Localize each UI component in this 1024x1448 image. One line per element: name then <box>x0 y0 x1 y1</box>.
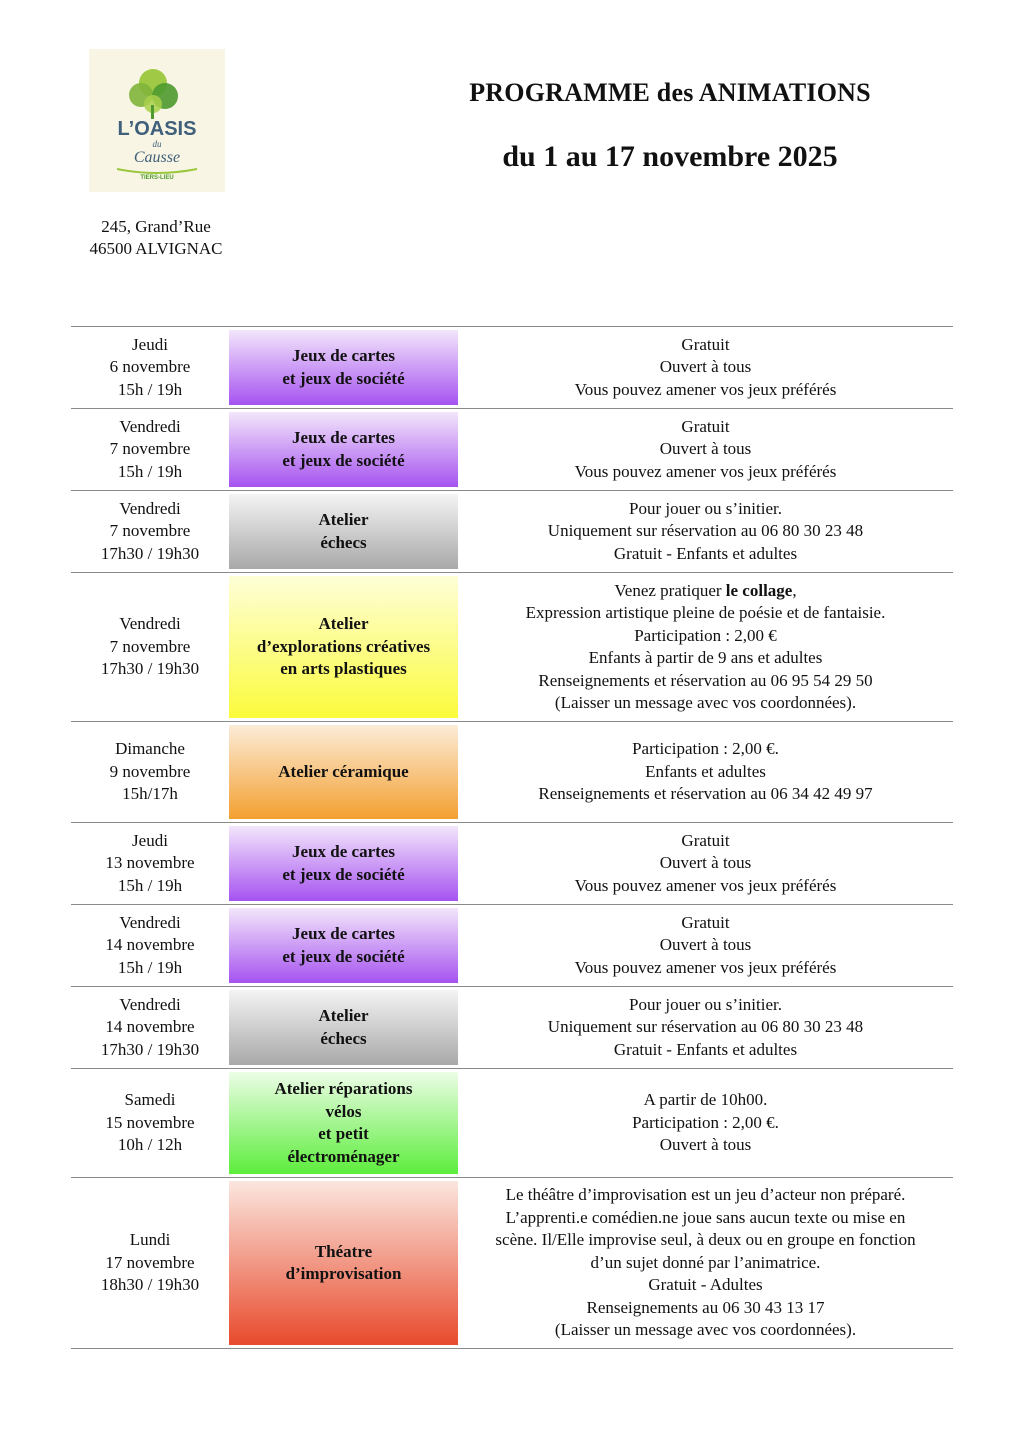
event-activity-line: Atelier <box>318 1006 369 1025</box>
event-date-line: Lundi <box>129 1230 171 1250</box>
event-info-line: Participation : 2,00 €. <box>632 1112 779 1132</box>
event-activity <box>229 576 458 718</box>
event-info <box>458 987 953 1068</box>
event-date-line: 14 novembre <box>105 935 195 955</box>
event-info-line: scène. Il/Elle improvise seul, à deux ou en groupe en fonction <box>495 1230 916 1250</box>
event-date-line: Jeudi <box>132 830 168 850</box>
event-date-line: 18h30 / 19h30 <box>100 1275 200 1295</box>
event-activity <box>229 725 458 819</box>
event-date-line: 15h / 19h <box>117 379 183 399</box>
event-info-line: Enfants et adultes <box>645 761 766 781</box>
schedule-row <box>71 905 953 987</box>
event-info-line: L’apprenti.e comédien.ne joue sans aucun texte ou mise en <box>505 1207 906 1227</box>
event-activity-line: Atelier <box>318 614 369 634</box>
event-date-line: 17h30 / 19h30 <box>100 543 200 563</box>
event-info <box>458 1178 953 1348</box>
event-info-line: Vous pouvez amener vos jeux préférés <box>574 379 837 399</box>
event-date-line: 9 novembre <box>109 761 191 781</box>
schedule-row <box>71 1069 953 1178</box>
event-date-line: 15h / 19h <box>117 461 183 481</box>
event-info-line: Le théâtre d’improvisation est un jeu d’acteur non préparé. <box>505 1185 906 1205</box>
event-activity-line: Théatre <box>314 1241 373 1261</box>
event-activity-line: et jeux de société <box>282 368 405 388</box>
schedule-row <box>71 327 953 409</box>
event-activity <box>229 412 458 487</box>
event-activity-line: et jeux de société <box>282 450 405 470</box>
event-info <box>458 722 953 822</box>
event-date-line: 15 novembre <box>105 1112 195 1132</box>
event-date <box>71 491 229 572</box>
event-info-line: (Laisser un message avec vos coordonnées). <box>554 1320 857 1340</box>
event-activity-line: d’improvisation <box>285 1264 402 1283</box>
event-date-line: 13 novembre <box>105 853 195 873</box>
event-date-line: Jeudi <box>132 334 168 354</box>
event-activity-line: et petit <box>318 1124 369 1143</box>
event-info-line: Enfants à partir de 9 ans et adultes <box>588 648 823 667</box>
event-date-line: 10h / 12h <box>117 1135 183 1155</box>
event-info-line: Ouvert à tous <box>659 1135 752 1155</box>
schedule-row <box>71 823 953 905</box>
event-activity-line: Atelier réparations <box>274 1079 413 1098</box>
event-activity <box>229 908 458 983</box>
schedule-row <box>71 409 953 491</box>
page-title: PROGRAMME des ANIMATIONS <box>469 78 871 107</box>
event-info-line: Ouvert à tous <box>659 935 752 955</box>
event-date <box>71 1069 229 1177</box>
event-info-line: Uniquement sur réservation au 06 80 30 23 48 <box>547 1017 864 1037</box>
event-info-suffix: , <box>792 580 797 600</box>
event-date-line: 15h / 19h <box>117 957 183 977</box>
schedule-row <box>71 1178 953 1349</box>
svg-text:Causse: Causse <box>133 149 181 166</box>
address-line-1: 245, Grand’Rue <box>101 217 211 236</box>
event-info <box>458 491 953 572</box>
event-info-line: Gratuit <box>681 416 730 436</box>
event-activity-line: et jeux de société <box>282 864 405 884</box>
event-info-line: Ouvert à tous <box>659 439 752 459</box>
event-info-line: Ouvert à tous <box>659 357 752 377</box>
event-activity-line: échecs <box>320 1028 367 1048</box>
event-date <box>71 327 229 408</box>
event-info <box>458 1069 953 1177</box>
event-info-line: Uniquement sur réservation au 06 80 30 23 48 <box>547 521 864 541</box>
address-line-2: 46500 ALVIGNAC <box>89 239 223 258</box>
event-date-line: Vendredi <box>119 994 181 1014</box>
event-info-line: (Laisser un message avec vos coordonnées). <box>554 693 857 712</box>
event-date-line: 17h30 / 19h30 <box>100 659 200 679</box>
event-date <box>71 409 229 490</box>
event-date <box>71 722 229 822</box>
schedule-row <box>71 722 953 823</box>
event-info-highlight: le collage <box>725 580 793 600</box>
event-date-line: 17 novembre <box>105 1252 195 1272</box>
event-activity-line: échecs <box>320 532 367 552</box>
event-activity-line: et jeux de société <box>282 946 405 966</box>
event-date-line: Vendredi <box>119 498 181 518</box>
event-date <box>71 573 229 721</box>
event-activity <box>229 494 458 569</box>
event-activity-line: Jeux de cartes <box>292 346 395 365</box>
schedule-table <box>71 326 953 1349</box>
event-info-line: A partir de 10h00. <box>643 1090 768 1110</box>
event-info-line: Pour jouer ou s’initier. <box>629 498 782 518</box>
event-info-line <box>614 580 796 603</box>
event-info-line: Expression artistique pleine de poésie et de fantaisie. <box>525 603 886 622</box>
event-info-line: Participation : 2,00 €. <box>632 739 779 759</box>
event-info-line: Vous pouvez amener vos jeux préférés <box>574 461 837 481</box>
event-activity-line: Jeux de cartes <box>292 842 395 861</box>
event-date-line: 6 novembre <box>109 357 191 377</box>
event-info-line: Renseignements et réservation au 06 95 54 29 50 <box>538 670 873 690</box>
logo <box>89 49 225 192</box>
logo-brand-text: L’OASIS <box>117 118 197 140</box>
event-activity-line: Atelier céramique <box>278 761 409 781</box>
event-info <box>458 905 953 986</box>
event-activity <box>229 1181 458 1345</box>
event-info-line: Vous pouvez amener vos jeux préférés <box>574 957 837 977</box>
event-info-line: Gratuit - Enfants et adultes <box>613 1039 798 1059</box>
event-date-line: Vendredi <box>119 912 181 932</box>
event-activity-line: d’explorations créatives <box>256 636 431 656</box>
event-date <box>71 905 229 986</box>
tree-logo-icon <box>89 49 225 192</box>
event-info-line: Vous pouvez amener vos jeux préférés <box>574 875 837 895</box>
event-date-line: 7 novembre <box>109 521 191 541</box>
event-activity <box>229 330 458 405</box>
event-info <box>458 573 953 721</box>
event-info-line: Ouvert à tous <box>659 853 752 873</box>
event-info-prefix: Venez pratiquer <box>614 580 726 600</box>
event-date-line: Samedi <box>124 1090 176 1110</box>
schedule-row <box>71 491 953 573</box>
event-activity <box>229 826 458 901</box>
svg-text:du: du <box>152 139 162 149</box>
event-date-line: 17h30 / 19h30 <box>100 1039 200 1059</box>
event-activity-line: vélos <box>325 1101 362 1121</box>
event-date-line: 14 novembre <box>105 1017 195 1037</box>
event-date-line: Vendredi <box>119 416 181 436</box>
event-activity-line: Jeux de cartes <box>292 924 395 943</box>
event-info-line: Gratuit <box>681 912 730 932</box>
address-block <box>60 216 252 260</box>
event-activity-line: en arts plastiques <box>280 659 407 679</box>
event-date <box>71 823 229 904</box>
event-activity-line: électroménager <box>287 1146 400 1166</box>
event-info-line: Renseignements au 06 30 43 13 17 <box>586 1297 825 1317</box>
schedule-row <box>71 573 953 722</box>
event-date <box>71 987 229 1068</box>
event-date-line: 7 novembre <box>109 636 191 656</box>
logo-subtitle: TIERS-LIEU <box>140 175 174 181</box>
event-date-line: 15h/17h <box>122 784 178 804</box>
event-activity <box>229 990 458 1065</box>
event-date-line: 15h / 19h <box>117 875 183 895</box>
event-info-line: Renseignements et réservation au 06 34 42 49 97 <box>538 784 873 804</box>
event-date-line: Dimanche <box>115 739 185 759</box>
event-activity-line: Jeux de cartes <box>292 428 395 447</box>
event-activity-line: Atelier <box>318 510 369 529</box>
event-info-line: Participation : 2,00 € <box>634 625 777 645</box>
event-info <box>458 327 953 408</box>
event-info <box>458 823 953 904</box>
event-date <box>71 1178 229 1348</box>
event-info-line: d’un sujet donné par l’animatrice. <box>590 1252 821 1272</box>
event-info-line: Gratuit - Adultes <box>648 1275 763 1295</box>
event-info-line: Gratuit <box>681 830 730 850</box>
event-info-line: Gratuit - Enfants et adultes <box>613 543 798 563</box>
event-info-line: Pour jouer ou s’initier. <box>629 994 782 1014</box>
event-date-line: 7 novembre <box>109 439 191 459</box>
event-info-line: Gratuit <box>681 334 730 354</box>
event-activity <box>229 1072 458 1174</box>
page-subtitle: du 1 au 17 novembre 2025 <box>502 140 838 173</box>
event-info <box>458 409 953 490</box>
event-date-line: Vendredi <box>119 614 181 634</box>
schedule-row <box>71 987 953 1069</box>
